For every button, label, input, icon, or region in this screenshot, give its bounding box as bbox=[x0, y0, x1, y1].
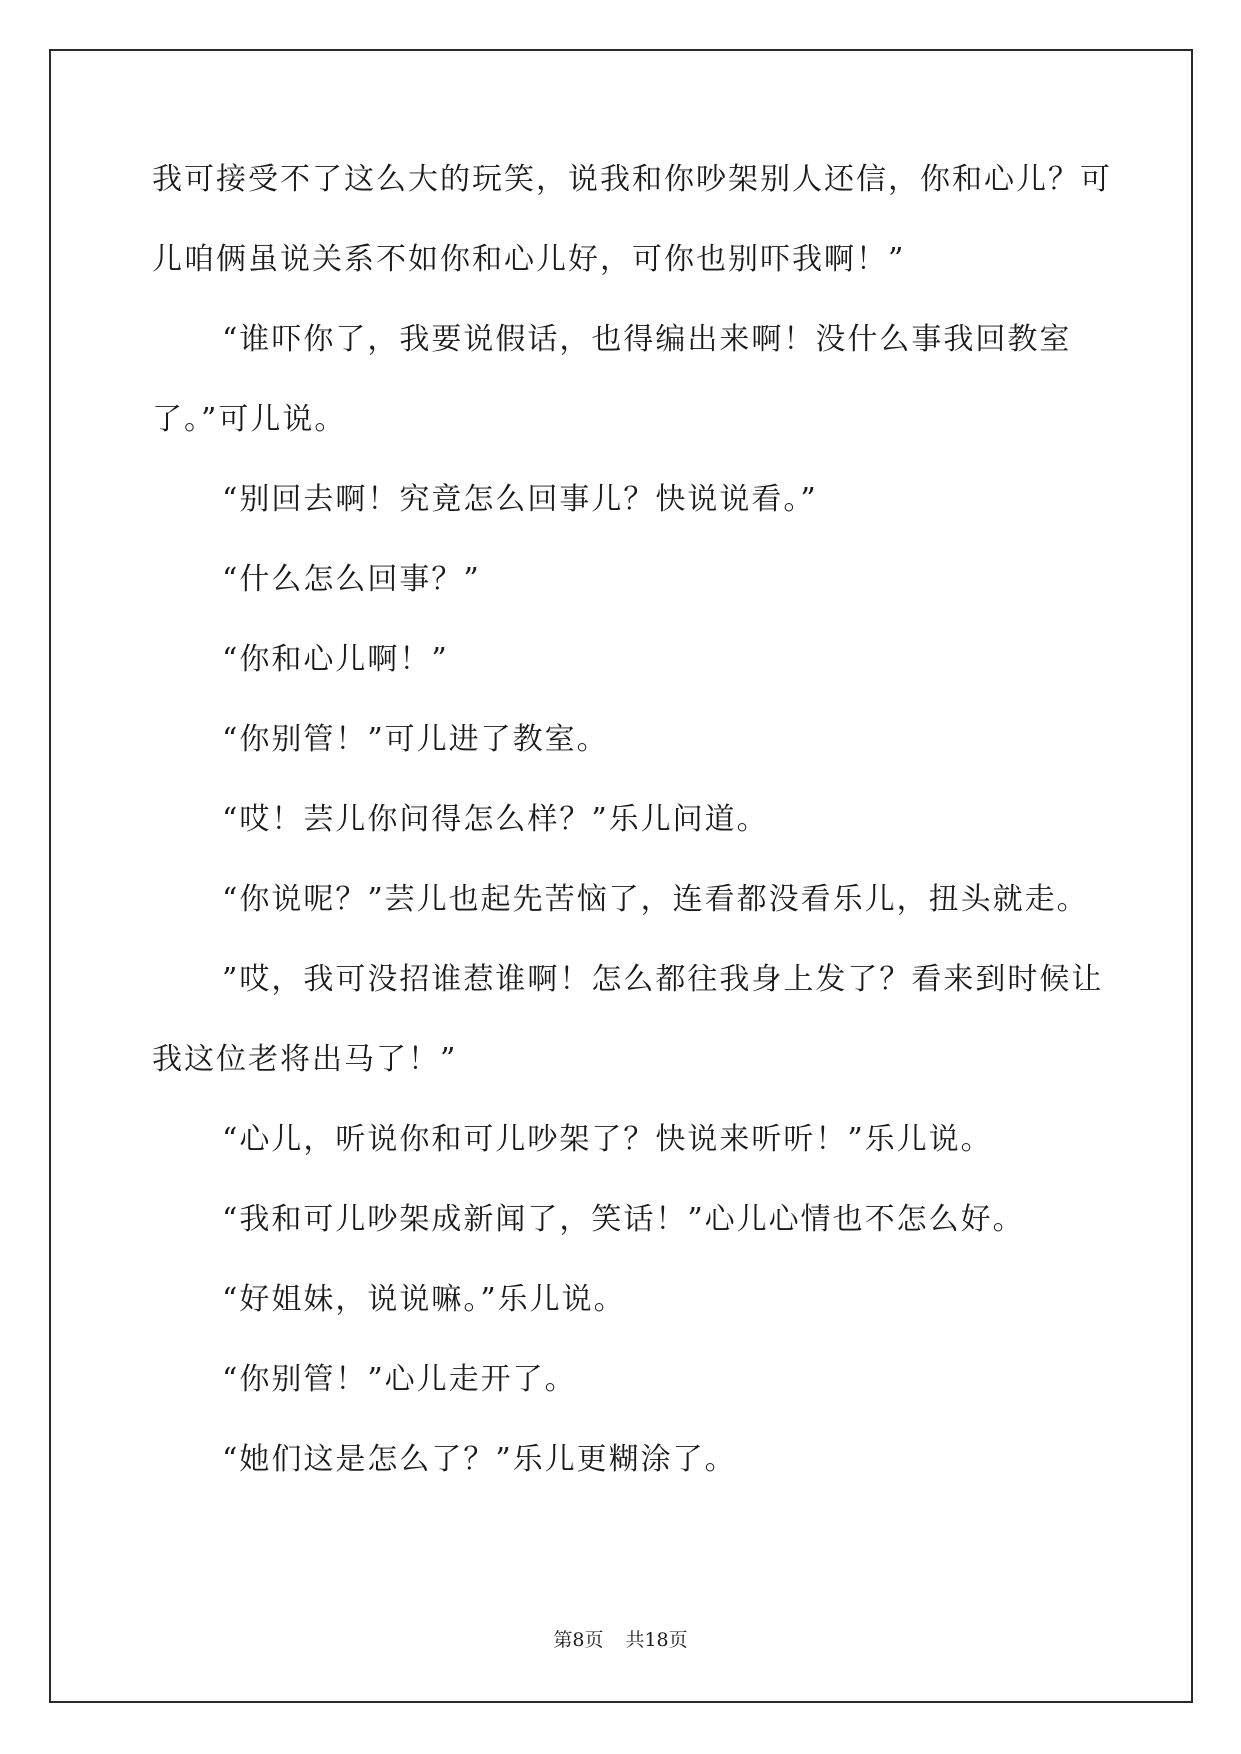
text-line: 我可接受不了这么大的玩笑，说我和你吵架别人还信，你和心儿？可 bbox=[152, 162, 1112, 197]
text-line: 我这位老将出马了！” bbox=[152, 1042, 458, 1077]
text-line: “她们这是怎么了？”乐儿更糊涂了。 bbox=[222, 1442, 737, 1477]
text-line: “你说呢？”芸儿也起先苦恼了，连看都没看乐儿，扭头就走。 bbox=[222, 882, 1089, 917]
text-line: 了。”可儿说。 bbox=[152, 402, 347, 437]
text-line: 儿咱俩虽说关系不如你和心儿好，可你也别吓我啊！” bbox=[152, 242, 906, 277]
text-line: “谁吓你了，我要说假话，也得编出来啊！没什么事我回教室 bbox=[222, 322, 1072, 357]
text-line: “心儿，听说你和可儿吵架了？快说来听听！”乐儿说。 bbox=[222, 1122, 993, 1157]
page-footer bbox=[0, 1627, 1241, 1653]
text-line: “好姐妹，说说嘛。”乐儿说。 bbox=[222, 1282, 626, 1317]
text-line: “别回去啊！究竟怎么回事儿？快说说看。” bbox=[222, 482, 818, 517]
text-line: “哎！芸儿你问得怎么样？”乐儿问道。 bbox=[222, 802, 769, 837]
text-line: “你和心儿啊！” bbox=[222, 642, 449, 677]
text-line: “我和可儿吵架成新闻了，笑话！”心儿心情也不怎么好。 bbox=[222, 1202, 1025, 1237]
text-line: “你别管！”心儿走开了。 bbox=[222, 1362, 577, 1397]
page-total: 共18页 bbox=[625, 1629, 688, 1651]
text-line: ”哎，我可没招谁惹谁啊！怎么都往我身上发了？看来到时候让 bbox=[222, 962, 1104, 997]
page-number: 第8页 bbox=[553, 1629, 604, 1651]
text-line: “什么怎么回事？” bbox=[222, 562, 481, 597]
text-line: “你别管！”可儿进了教室。 bbox=[222, 722, 609, 757]
